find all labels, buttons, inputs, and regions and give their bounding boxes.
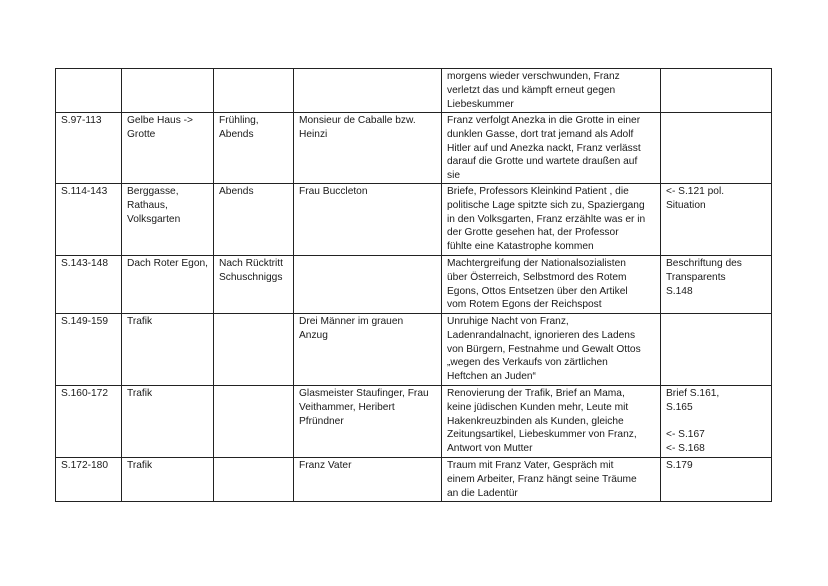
cell-line: <- S.121 pol. (666, 185, 725, 197)
cell-line: Trafik (127, 387, 153, 399)
cell-content (442, 385, 661, 457)
cell-line: S.160-172 (61, 387, 109, 399)
cell-line: einem Arbeiter, Franz hängt seine Träume (447, 473, 637, 485)
cell-line: vom Rotem Egons der Reichspost (447, 299, 602, 311)
cell-pages (56, 69, 122, 113)
cell-notes (661, 457, 772, 501)
cell-line: fühlte eine Katastrophe kommen (447, 241, 594, 253)
cell-line: dunklen Gasse, dort trat jemand als Adolf (447, 128, 634, 140)
cell-time (214, 69, 294, 113)
cell-place (122, 457, 214, 501)
cell-line: von Bürgern, Festnahme und Gewalt Ottos (447, 343, 641, 355)
cell-notes (661, 385, 772, 457)
cell-line: in den Volksgarten, Franz erzählte was er in (447, 213, 646, 225)
cell-line: Egons, Ottos Entsetzen über den Artikel (447, 285, 628, 297)
cell-line: Berggasse, (127, 185, 179, 197)
cell-people (294, 385, 442, 457)
cell-time (214, 385, 294, 457)
cell-line: Trafik (127, 315, 153, 327)
cell-line: Hitler auf und Anezka nackt, Franz verlässt (447, 142, 641, 154)
cell-pages (56, 113, 122, 184)
cell-line: Volksgarten (127, 213, 181, 225)
cell-people (294, 255, 442, 313)
table-row (56, 313, 772, 385)
cell-line: darauf die Grotte und wartete draußen auf (447, 156, 638, 168)
cell-line-blank (666, 415, 767, 429)
cell-line: Gelbe Haus -> (127, 115, 193, 126)
cell-line: morgens wieder verschwunden, Franz (447, 71, 620, 82)
table-row (56, 457, 772, 501)
cell-pages (56, 385, 122, 457)
cell-line: Veithammer, Heribert (299, 401, 395, 413)
cell-line: Abends (219, 128, 254, 140)
cell-line: Nach Rücktritt (219, 257, 283, 269)
cell-place (122, 313, 214, 385)
cell-notes (661, 69, 772, 113)
cell-line: Renovierung der Trafik, Brief an Mama, (447, 387, 625, 399)
cell-line: S.179 (666, 459, 693, 471)
cell-line: <- S.168 (666, 443, 705, 455)
cell-line: Glasmeister Staufinger, Frau (299, 387, 429, 399)
table-row (56, 69, 772, 113)
cell-place (122, 69, 214, 113)
cell-line: S.149-159 (61, 315, 109, 327)
cell-notes (661, 183, 772, 255)
cell-line: Franz Vater (299, 459, 352, 471)
cell-line: S.114-143 (61, 185, 108, 197)
cell-notes (661, 113, 772, 184)
cell-line: Grotte (127, 128, 156, 140)
cell-content (442, 457, 661, 501)
cell-line: Schuschniggs (219, 271, 283, 283)
cell-time (214, 457, 294, 501)
cell-line: über Österreich, Selbstmord des Rotem (447, 271, 627, 283)
cell-line: der Grotte gesehen hat, der Professor (447, 227, 619, 239)
cell-people (294, 183, 442, 255)
cell-line: Drei Männer im grauen (299, 315, 404, 327)
cell-line: Ladenrandalnacht, ignorieren des Ladens (447, 329, 636, 341)
cell-place (122, 255, 214, 313)
cell-line: S.143-148 (61, 257, 109, 269)
cell-line: Antwort von Mutter (447, 443, 533, 455)
cell-pages (56, 183, 122, 255)
cell-line: S.172-180 (61, 459, 109, 471)
cell-line: Brief S.161, (666, 387, 720, 399)
cell-line: Trafik (127, 459, 153, 471)
cell-line: Frau Buccleton (299, 185, 368, 197)
table-row (56, 255, 772, 313)
cell-line: Heftchen an Juden“ (447, 371, 536, 383)
cell-line: Briefe, Professors Kleinkind Patient , die (447, 185, 629, 197)
cell-line: sie (447, 170, 461, 182)
cell-line: politische Lage spitzte sich zu, Spaziergang (447, 199, 645, 211)
cell-line: Pfründner (299, 415, 344, 427)
cell-line: Rathaus, (127, 199, 168, 211)
cell-people (294, 457, 442, 501)
cell-line: Situation (666, 199, 706, 211)
cell-line: „wegen des Verkaufs von zärtlichen (447, 357, 608, 369)
table-row (56, 113, 772, 184)
cell-line: Zeitungsartikel, Liebeskummer von Franz, (447, 429, 637, 441)
cell-line: Unruhige Nacht von Franz, (447, 315, 569, 327)
cell-pages (56, 255, 122, 313)
cell-line: Monsieur de Caballe bzw. (299, 115, 416, 126)
cell-people (294, 113, 442, 184)
table-row (56, 385, 772, 457)
cell-line: Franz verfolgt Anezka in die Grotte in einer (447, 115, 641, 126)
cell-line: S.148 (666, 285, 693, 297)
cell-time (214, 255, 294, 313)
cell-line: S.97-113 (61, 115, 102, 126)
scene-overview-table (55, 68, 772, 502)
cell-content (442, 69, 661, 113)
cell-place (122, 385, 214, 457)
cell-line: <- S.167 (666, 429, 705, 441)
cell-line: Abends (219, 185, 254, 197)
cell-line: Hakenkreuzbinden als Kunden, gleiche (447, 415, 624, 427)
cell-line: Machtergreifung der Nationalsozialisten (447, 257, 626, 269)
cell-line: Traum mit Franz Vater, Gespräch mit (447, 459, 614, 471)
cell-line: verletzt das und kämpft erneut gegen (447, 84, 616, 96)
cell-line: Frühling, (219, 115, 259, 126)
cell-people (294, 69, 442, 113)
cell-line: keine jüdischen Kunden mehr, Leute mit (447, 401, 629, 413)
cell-line: Dach Roter Egon, (127, 257, 208, 269)
cell-place (122, 113, 214, 184)
table-row (56, 183, 772, 255)
cell-line: Transparents (666, 271, 726, 283)
cell-line: S.165 (666, 401, 693, 413)
cell-line: Liebeskummer (447, 98, 514, 110)
cell-pages (56, 457, 122, 501)
cell-line: an die Ladentür (447, 487, 518, 499)
cell-place (122, 183, 214, 255)
cell-time (214, 113, 294, 184)
cell-notes (661, 313, 772, 385)
cell-content (442, 113, 661, 184)
cell-line: Heinzi (299, 128, 328, 140)
cell-time (214, 183, 294, 255)
cell-time (214, 313, 294, 385)
table-body (56, 69, 772, 502)
cell-line: Beschriftung des (666, 257, 742, 269)
cell-content (442, 313, 661, 385)
cell-line: Anzug (299, 329, 328, 341)
cell-content (442, 183, 661, 255)
cell-pages (56, 313, 122, 385)
cell-content (442, 255, 661, 313)
cell-notes (661, 255, 772, 313)
cell-people (294, 313, 442, 385)
